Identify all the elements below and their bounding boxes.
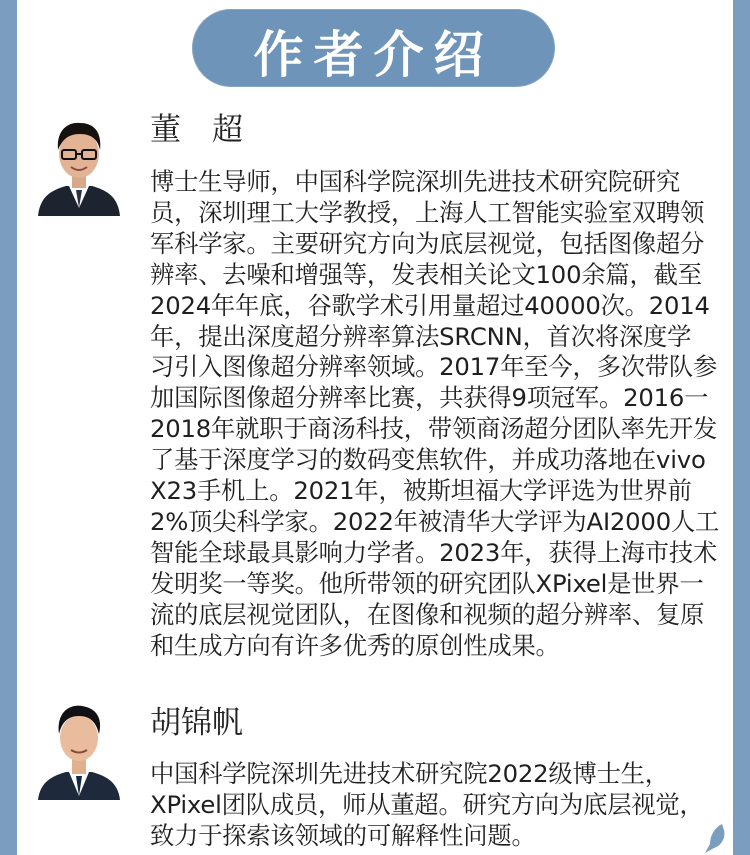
bio-line: 2018年就职于商汤科技，带领商汤超分团队率先开发 — [150, 414, 718, 444]
author-avatar-dong-chao — [36, 116, 122, 216]
author-avatar-hu-jinfan — [36, 700, 122, 800]
author-bio — [150, 759, 725, 852]
bio-line: 年，提出深度超分辨率算法SRCNN，首次将深度学 — [150, 321, 692, 351]
bio-line: 发明奖一等奖。他所带领的研究团队XPixel是世界一 — [150, 568, 704, 598]
bio-line: 流的底层视觉团队，在图像和视频的超分辨率、复原 — [150, 599, 705, 629]
bio-line: X23手机上。2021年，被斯坦福大学评选为世界前 — [150, 476, 692, 506]
bio-line: 博士生导师，中国科学院深圳先进技术研究院研究 — [150, 167, 681, 196]
bio-line: 员，深圳理工大学教授，上海人工智能实验室双聘领 — [150, 197, 705, 227]
section-title-banner — [192, 9, 555, 87]
author-bio — [150, 167, 725, 662]
bio-line: 2%顶尖科学家。2022年被清华大学评为AI2000人工 — [150, 506, 720, 536]
bio-line: 致力于探索该领域的可解释性问题。 — [150, 820, 536, 850]
bio-line: 智能全球最具影响力学者。2023年，获得上海市技术 — [150, 537, 718, 567]
author-name: 胡锦帆 — [150, 705, 243, 741]
author-name: 董 超 — [150, 112, 243, 148]
right-border — [733, 0, 750, 855]
bio-line: 辨率、去噪和增强等，发表相关论文100余篇，截至 — [150, 259, 702, 289]
bio-line: 和生成方向有许多优秀的原创性成果。 — [150, 630, 560, 660]
bio-line: 习引入图像超分辨率领域。2017年至今，多次带队参 — [150, 352, 718, 382]
left-border — [0, 0, 17, 855]
bio-line: 2024年年底，谷歌学术引用量超过40000次。2014 — [150, 290, 710, 320]
section-title: 作者介绍 — [253, 26, 494, 84]
bio-line: 了基于深度学习的数码变焦软件，并成功落地在vivo — [150, 445, 706, 475]
bio-line: XPixel团队成员，师从董超。研究方向为底层视觉， — [150, 789, 704, 819]
bird-icon — [702, 822, 728, 855]
bio-line: 加国际图像超分辨率比赛，共获得9项冠军。2016一 — [150, 383, 709, 413]
bio-line: 中国科学院深圳先进技术研究院2022级博士生， — [150, 759, 669, 788]
bio-line: 军科学家。主要研究方向为底层视觉，包括图像超分 — [150, 228, 705, 258]
